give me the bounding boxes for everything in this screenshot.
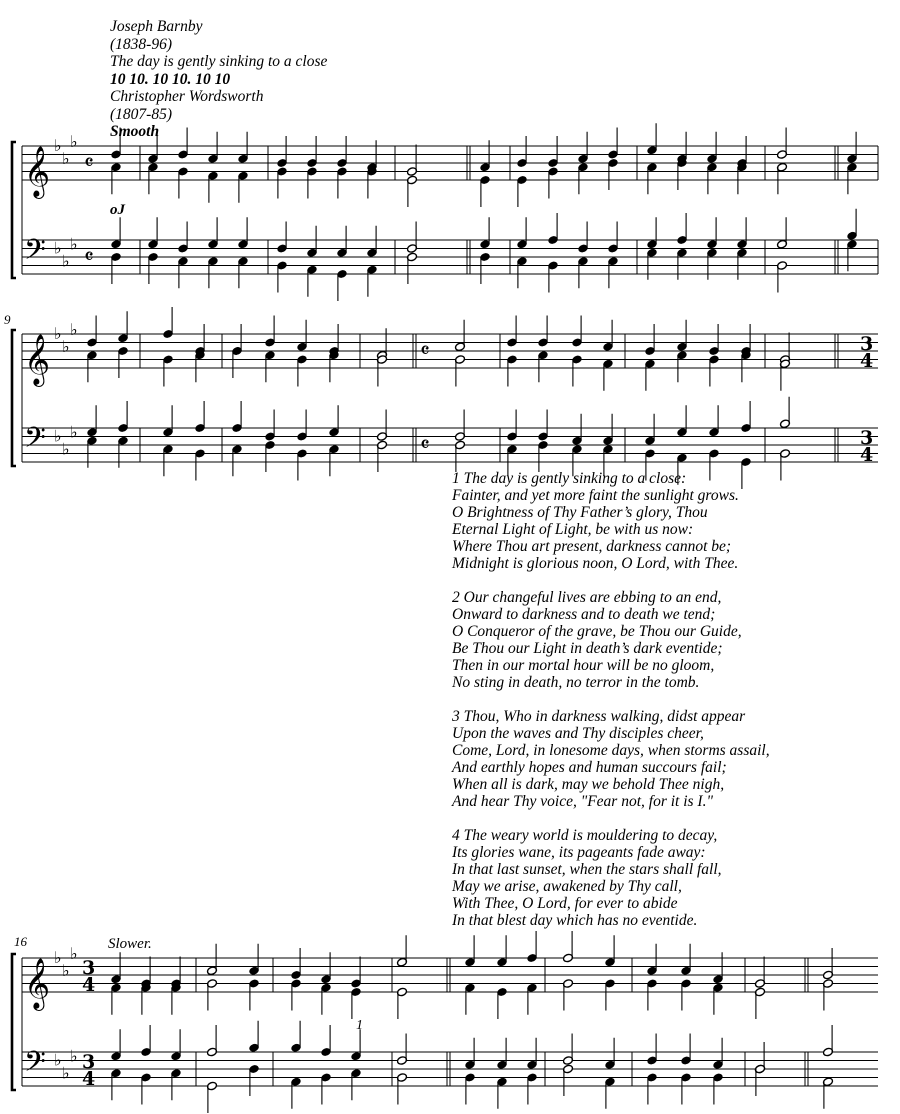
tune-title: The day is gently sinking to a close	[110, 53, 328, 70]
annotation-oj: oJ	[110, 202, 125, 218]
lyric-line: 3 Thou, Who in darkness walking, didst appear	[452, 708, 746, 725]
lyric-line: Where Thou art present, darkness cannot be;	[452, 538, 732, 555]
key-flat-icon: ♭	[62, 1063, 70, 1083]
system-number-16: 16	[14, 934, 27, 949]
lyric-line: 4 The weary world is mouldering to decay,	[452, 827, 718, 844]
lyric-line: Midnight is glorious noon, O Lord, with Thee.	[452, 555, 739, 572]
fingering-mark: 1	[356, 1018, 363, 1033]
key-flat-icon: ♭	[70, 319, 78, 339]
lyrics-block	[452, 470, 770, 946]
key-flat-icon: ♭	[54, 324, 62, 343]
bass-clef-icon: 𝄢	[24, 233, 46, 274]
time-signature-top: 3	[82, 957, 96, 979]
stanza-3	[452, 708, 770, 810]
lyric-line: Be Thou our Light in death’s dark eventide;	[452, 640, 723, 657]
lyric-line: In that last sunset, when the stars shall fall,	[452, 861, 722, 878]
time-signature-common: 𝄴	[420, 339, 430, 364]
time-signature-top: 3	[82, 1051, 96, 1073]
key-flat-icon: ♭	[62, 439, 70, 459]
lyric-line: And earthly hopes and human succours fail;	[452, 759, 727, 776]
composer-name: Joseph Barnby	[110, 18, 203, 35]
system-bracket	[12, 954, 16, 1090]
lyric-line: Then in our mortal hour will be no gloom,	[452, 657, 715, 674]
lyric-line: No sting in death, no terror in the tomb.	[452, 674, 700, 691]
lyric-line: With Thee, O Lord, for ever to abide	[452, 895, 678, 912]
author-dates: (1807-85)	[110, 105, 172, 123]
time-signature-bottom: 4	[82, 974, 96, 996]
treble-clef-icon: 𝄞	[24, 334, 51, 385]
time-signature-common: 𝄴	[84, 151, 94, 176]
time-signature-top: 3	[860, 333, 874, 355]
key-flat-icon: ♭	[62, 960, 70, 980]
bass-clef-icon: 𝄢	[24, 421, 46, 462]
key-flat-icon: ♭	[70, 1046, 78, 1066]
stanza-2	[452, 589, 770, 691]
bass-clef-icon: 𝄢	[24, 1045, 46, 1086]
key-flat-icon: ♭	[70, 943, 78, 963]
time-signature-bottom: 4	[860, 350, 874, 372]
lyric-line: O Brightness of Thy Father’s glory, Thou	[452, 504, 708, 521]
lyric-line: In that blest day which has no eventide.	[452, 912, 698, 929]
stanza-1	[452, 470, 770, 572]
lyric-line: 1 The day is gently sinking to a close:	[452, 470, 687, 487]
key-flat-icon: ♭	[62, 336, 70, 356]
tempo-marking: Smooth	[110, 123, 160, 140]
stanza-4	[452, 827, 770, 929]
lyric-line: And hear Thy voice, "Fear not, for it is I."	[452, 793, 713, 810]
lyric-line: Fainter, and yet more faint the sunlight grows.	[452, 487, 739, 504]
lyric-line: 2 Our changeful lives are ebbing to an end,	[452, 589, 722, 606]
time-signature-common: 𝄴	[420, 433, 430, 458]
system-bracket	[12, 142, 16, 278]
lyric-line: May we arise, awakened by Thy call,	[452, 878, 682, 895]
key-flat-icon: ♭	[62, 251, 70, 271]
system-number-9: 9	[4, 312, 11, 327]
key-flat-icon: ♭	[54, 426, 62, 446]
lyric-line: Eternal Light of Light, be with us now:	[452, 521, 694, 538]
time-signature-bottom: 4	[82, 1068, 96, 1090]
tempo-slower: Slower.	[108, 936, 152, 952]
lyric-line: Its glories wane, its pageants fade away:	[452, 844, 706, 861]
key-flat-icon: ♭	[54, 136, 62, 155]
key-flat-icon: ♭	[70, 131, 78, 151]
system-bracket	[12, 330, 16, 466]
lyric-line: O Conqueror of the grave, be Thou our Guide,	[452, 623, 742, 640]
key-flat-icon: ♭	[70, 422, 78, 442]
time-signature-common: 𝄴	[84, 245, 94, 270]
time-signature-bottom: 4	[860, 444, 874, 466]
lyric-line: Onward to darkness and to death we tend;	[452, 606, 716, 623]
lyric-line: Upon the waves and Thy disciples cheer,	[452, 725, 704, 742]
lyric-line: When all is dark, may we behold Thee nigh,	[452, 776, 725, 793]
key-flat-icon: ♭	[62, 148, 70, 168]
author-name: Christopher Wordsworth	[110, 88, 264, 105]
key-flat-icon: ♭	[70, 234, 78, 254]
key-flat-icon: ♭	[54, 948, 62, 967]
meter: 10 10. 10 10. 10 10	[110, 70, 231, 88]
time-signature-top: 3	[860, 427, 874, 449]
treble-clef-icon: 𝄞	[24, 958, 51, 1009]
lyric-line: Come, Lord, in lonesome days, when storms assail,	[452, 742, 770, 759]
composer-dates: (1838-96)	[110, 35, 172, 53]
treble-clef-icon: 𝄞	[24, 146, 51, 197]
key-flat-icon: ♭	[54, 238, 62, 258]
key-flat-icon: ♭	[54, 1050, 62, 1070]
